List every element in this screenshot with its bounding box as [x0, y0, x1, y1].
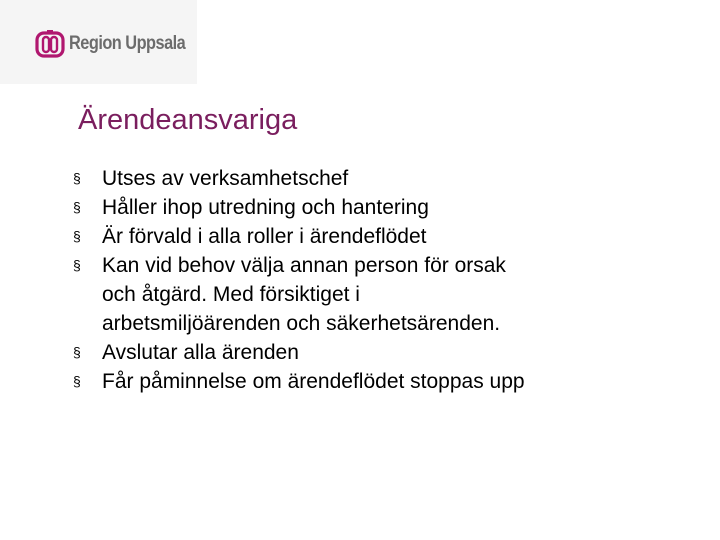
bullet-item — [70, 222, 670, 251]
bullet-marker: § — [73, 344, 81, 360]
bullet-marker: § — [73, 373, 81, 389]
logo-panel — [0, 0, 197, 84]
bullet-line: Kan vid behov välja annan person för orsak — [102, 254, 506, 277]
bullet-text — [102, 222, 670, 251]
bullet-text — [102, 193, 670, 222]
bullet-line: Håller ihop utredning och hantering — [102, 196, 429, 219]
bullet-list — [70, 164, 670, 396]
bullet-item — [70, 367, 670, 396]
slide-title: Ärendeansvariga — [78, 104, 298, 136]
bullet-item — [70, 251, 670, 338]
logo-text: Region Uppsala — [69, 33, 186, 54]
bullet-item — [70, 338, 670, 367]
bullet-marker: § — [73, 170, 81, 186]
region-uppsala-logo-mark-icon — [35, 29, 65, 59]
bullet-line: Avslutar alla ärenden — [102, 341, 299, 364]
bullet-line: Är förvald i alla roller i ärendeflödet — [102, 225, 427, 248]
bullet-line: arbetsmiljöärenden och säkerhetsärenden. — [102, 312, 501, 335]
bullet-text — [102, 164, 670, 193]
bullet-text — [102, 367, 670, 396]
bullet-line: Får påminnelse om ärendeflödet stoppas upp — [102, 370, 525, 393]
bullet-text — [102, 251, 670, 338]
bullet-marker: § — [73, 199, 81, 215]
bullet-item — [70, 164, 670, 193]
bullet-text — [102, 338, 670, 367]
bullet-line: och åtgärd. Med försiktiget i — [102, 283, 360, 306]
bullet-marker: § — [73, 228, 81, 244]
bullet-item — [70, 193, 670, 222]
region-uppsala-logo — [35, 29, 204, 59]
bullet-marker: § — [73, 257, 81, 273]
bullet-line: Utses av verksamhetschef — [102, 167, 349, 190]
